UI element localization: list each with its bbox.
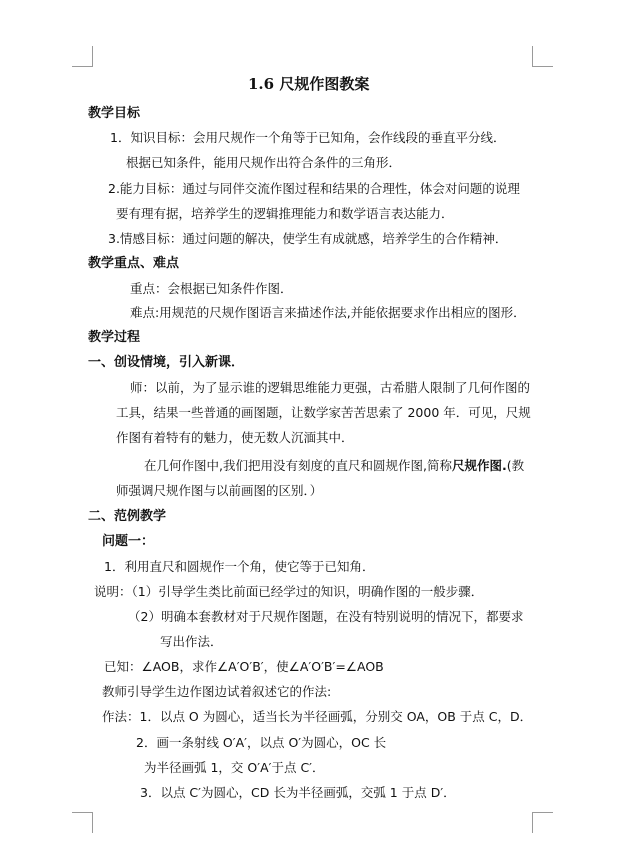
paragraph2-line2: 师强调尺规作图与以前画图的区别．） bbox=[116, 483, 323, 498]
key-points-heading: 教学重点、难点 bbox=[88, 256, 180, 271]
process-heading: 教学过程 bbox=[88, 330, 141, 345]
paragraph2-line1 bbox=[144, 458, 524, 474]
goals-heading: 教学目标 bbox=[88, 106, 141, 121]
construction-step1: 作法：1．以点 O 为圆心，适当长为半径画弧，分别交 OA，OB 于点 C，D． bbox=[102, 709, 533, 724]
goal-knowledge: 1．知识目标：会用尺规作一个角等于已知角，会作线段的垂直平分线． bbox=[110, 130, 506, 145]
given-statement: 已知：∠AOB，求作∠A′O′B′，使∠A′O′B′=∠AOB bbox=[104, 659, 384, 674]
difficulty-point: 难点:用规范的尺规作图语言来描述作法,并能依据要求作出相应的图形． bbox=[130, 305, 526, 320]
paragraph1-line3: 作图有着特有的魅力，使无数人沉湎其中． bbox=[116, 430, 354, 445]
goal-emotion: 3.情感目标：通过问题的解决，使学生有成就感，培养学生的合作精神． bbox=[108, 231, 508, 246]
goal-ability-cont: 要有理有据，培养学生的逻辑推理能力和数学语言表达能力． bbox=[116, 206, 454, 221]
note2-line1: （2）明确本套教材对于尺规作图题，在没有特别说明的情况下，都要求 bbox=[128, 609, 524, 624]
task1: 1．利用直尺和圆规作一个角，使它等于已知角． bbox=[104, 559, 375, 574]
construction-step2: 2．画一条射线 O′A′，以点 O′为圆心，OC 长 bbox=[136, 735, 387, 750]
part2-heading: 二、范例教学 bbox=[88, 509, 167, 524]
paragraph1-line1: 师：以前，为了显示谁的逻辑思维能力更强，古希腊人限制了几何作图的 bbox=[130, 380, 531, 395]
term-ruler-compass: 尺规作图. bbox=[451, 458, 507, 473]
paragraph1-line2: 工具，结果一些普通的画图题，让数学家苦苦思索了 2000 年．可见，尺规 bbox=[116, 405, 531, 420]
goal-knowledge-cont: 根据已知条件，能用尺规作出符合条件的三角形． bbox=[126, 155, 402, 170]
part1-heading: 一、创设情境，引入新课． bbox=[88, 355, 245, 370]
note2-line2: 写出作法． bbox=[160, 634, 223, 649]
document-title: 1.6 尺规作图教案 bbox=[248, 75, 370, 93]
paragraph2-text: 在几何作图中,我们把用没有刻度的直尺和圆规作图,简称 bbox=[144, 458, 452, 473]
problem1-label: 问题一： bbox=[102, 534, 155, 549]
key-point: 重点：会根据已知条件作图． bbox=[130, 281, 293, 296]
paragraph2-tail: (教 bbox=[506, 458, 525, 473]
teacher-guide: 教师引导学生边作图边试着叙述它的作法: bbox=[102, 684, 332, 699]
crop-mark-top-left bbox=[72, 46, 93, 67]
crop-mark-bottom-right bbox=[532, 812, 553, 833]
construction-step2-cont: 为半径画弧 1，交 O′A′于点 C′． bbox=[144, 760, 325, 775]
goal-ability: 2.能力目标：通过与同伴交流作图过程和结果的合理性，体会对问题的说理 bbox=[108, 181, 520, 196]
construction-step3: 3．以点 C′为圆心，CD 长为半径画弧，交弧 1 于点 D′． bbox=[140, 785, 456, 800]
note1: 说明：（1）引导学生类比前面已经学过的知识，明确作图的一般步骤． bbox=[94, 584, 484, 599]
crop-mark-bottom-left bbox=[72, 812, 93, 833]
crop-mark-top-right bbox=[532, 46, 553, 67]
